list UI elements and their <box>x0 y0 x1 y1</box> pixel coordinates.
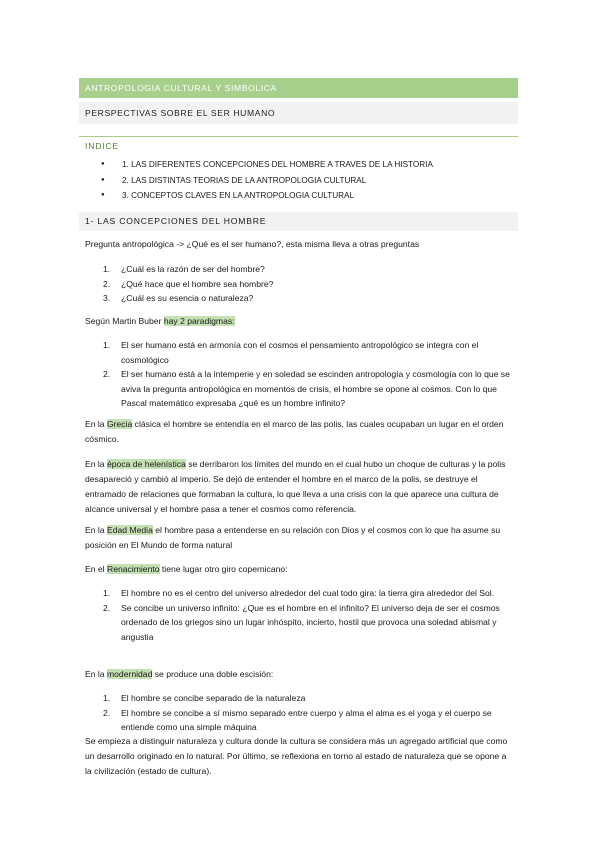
list-text: ¿Cuál es su esencia o naturaleza? <box>121 293 254 304</box>
highlighted-text: Renacimiento <box>106 564 160 574</box>
edad-media-paragraph <box>85 523 513 553</box>
modernidad-list <box>95 691 515 735</box>
document-banner: ANTROPOLOGIA CULTURAL Y SIMBOLICA <box>79 78 518 98</box>
list-number: 2. <box>103 707 111 718</box>
index-title: INDICE <box>85 141 119 151</box>
renacimiento-paragraph <box>85 562 513 577</box>
list-number: 1. <box>103 340 111 350</box>
list-number: 2. <box>103 369 111 380</box>
list-item <box>95 691 515 706</box>
modernidad-paragraph <box>85 667 513 682</box>
list-text: ¿Cuál es la razón de ser del hombre? <box>121 264 265 274</box>
list-text: El ser humano está en armonía con el cosmos el pensamiento antropológico se integra con el cosmológico <box>121 340 479 365</box>
list-item <box>95 706 515 735</box>
highlighted-text: Grecia <box>106 419 133 429</box>
list-text: El ser humano está a la intemperie y en soledad se escinden antropología y cosmología con lo que se aviva la pregunta antropológica en momentos de crisis, el hombre se opone al cosmos. Con lo que Pascal matemático expresaba ¿qué es un hombre infinito? <box>121 369 510 409</box>
list-item <box>95 277 515 292</box>
list-number: 1. <box>103 693 111 703</box>
questions-list <box>95 262 515 306</box>
index-item[interactable]: ● 2. LAS DISTINTAS TEORIAS DE LA ANTROPOLOGIA CULTURAL <box>95 173 515 189</box>
highlighted-text: modernidad <box>106 669 153 679</box>
closing-paragraph: Se empieza a distinguir naturaleza y cultura donde la cultura se considera más un agregado artificial que como un desarrollo originado en lo natural. Por último, se reflexiona en torno al estado de naturaleza que se opone a la civilización (estado de cultura). <box>85 736 508 776</box>
renacimiento-list <box>95 586 515 644</box>
list-text: El hombre no es el centro del universo alrededor del cual todo gira: la tierra gira alrededor del Sol. <box>121 588 495 598</box>
paragraph-text: En la <box>85 419 107 429</box>
paragraph-text: se produce una doble escisión: <box>152 669 274 679</box>
paragraph-text: clásica el hombre se entendía en el marco de las polis, las cuales ocupaban un lugar en el orden cósmico. <box>85 419 504 444</box>
list-number: 1. <box>103 588 111 598</box>
list-text: Se concibe un universo infinito: ¿Que es el hombre en el infinito? El universo deja de ser el cosmos ordenado de los griegos sino un lugar inhóspito, incierto, hostil que provoca una soledad abismal y angustia <box>121 602 500 642</box>
paragraph-text: tiene lugar otro giro copernicano: <box>159 564 288 574</box>
list-item <box>95 586 515 601</box>
list-text: El hombre se concibe separado de la naturaleza <box>121 693 306 703</box>
intro-paragraph: Pregunta antropológica -> ¿Qué es el ser humano?, esta misma lleva a otras preguntas <box>85 239 420 249</box>
paragraph-text: Según Martin Buber <box>85 316 164 326</box>
document-subtitle: PERSPECTIVAS SOBRE EL SER HUMANO <box>79 102 518 124</box>
list-text: El hombre se concibe a sí mismo separado entre cuerpo y alma el alma es el yoga y el cuerpo se entiende como una simple máquina <box>121 707 492 733</box>
paragraph-text: En el <box>85 564 107 574</box>
paragraph-text: se derribaron los límites del mundo en el cual hubo un choque de culturas y la polis desapareció y cambió al imperio. Se dejó de entender el hombre en el marco de la polis, se destruye el entramado de relaciones que formaban la cultura, lo que lleva a una crisis con la que aparece una cultura de alcance universal y el hombre pasa a tener el cosmos como referencia. <box>85 459 506 514</box>
helenistica-paragraph <box>85 457 513 517</box>
divider <box>79 136 518 137</box>
list-item <box>95 338 515 367</box>
paragraph-text: En la <box>85 669 107 679</box>
buber-paragraph <box>85 314 513 329</box>
paragraph-text: En la <box>85 525 107 535</box>
index-item[interactable]: ● 3. CONCEPTOS CLAVES EN LA ANTROPOLOGIA CULTURAL <box>95 188 515 204</box>
list-number: 2. <box>103 278 111 289</box>
index-item[interactable]: ● 1. LAS DIFERENTES CONCEPCIONES DEL HOMBRE A TRAVES DE LA HISTORIA <box>95 157 515 173</box>
grecia-paragraph <box>85 417 513 447</box>
list-number: 1. <box>103 264 111 274</box>
list-item <box>95 262 515 277</box>
list-number: 2. <box>103 602 111 613</box>
paragraph-text: En la <box>85 459 107 469</box>
list-item <box>95 367 515 411</box>
highlighted-text: época de helenística <box>106 459 186 469</box>
list-number: 3. <box>103 293 111 304</box>
highlighted-text: hay 2 paradigmas: <box>163 316 235 326</box>
list-item <box>95 601 515 645</box>
highlighted-text: Edad Media <box>106 525 153 535</box>
list-text: ¿Qué hace que el hombre sea hombre? <box>121 278 274 289</box>
paradigms-list <box>95 338 515 411</box>
list-item <box>95 291 515 306</box>
section-heading: 1- LAS CONCEPCIONES DEL HOMBRE <box>79 212 518 231</box>
index-list <box>95 157 515 204</box>
paragraph-text: el hombre pasa a entenderse en su relación con Dios y el cosmos con lo que ha asume su posición en El Mundo de forma natural <box>85 525 501 550</box>
